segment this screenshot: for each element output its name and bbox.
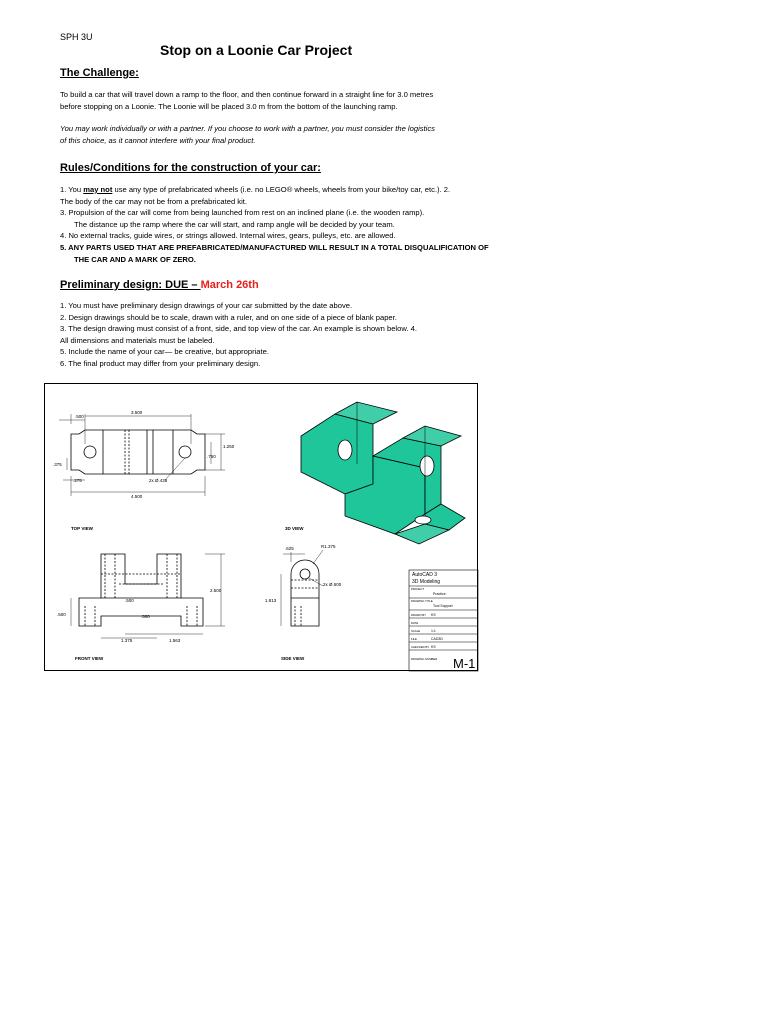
title-block-row-6-label: FILE xyxy=(411,637,417,641)
dim-front-500a: .500 xyxy=(125,598,134,603)
title-block-line-1: AutoCAD 3 xyxy=(412,572,438,578)
partner-note xyxy=(60,123,490,146)
prelim-item-2: 2. Design drawings should be to scale, drawn with a ruler, and on one side of a piece of blank paper. xyxy=(60,312,397,322)
three-d-view xyxy=(301,402,465,544)
top-view xyxy=(59,414,225,496)
dim-side-1813: 1.813 xyxy=(265,598,277,603)
title-block-row-5-label: SCALE xyxy=(411,629,421,633)
title-block-row-7-value: KS xyxy=(431,645,436,649)
dim-front-500b: .500 xyxy=(141,614,150,619)
dim-front-1375: 1.375 xyxy=(121,638,133,643)
prelim-item-3: 3. The design drawing must consist of a front, side, and top view of the car. An example is shown below. 4. xyxy=(60,324,417,334)
rule-1-start: 1. You xyxy=(60,185,84,194)
title-block-row-3-value: KS xyxy=(431,613,436,617)
rule-2: The body of the car may not be from a prefabricated kit. xyxy=(60,196,247,206)
dim-top-375: .375 xyxy=(53,462,62,467)
prelim-item-6: 6. The final product may differ from your preliminary design. xyxy=(60,358,261,368)
challenge-line-1: To build a car that will travel down a ramp to the floor, and then continue forward in a straight line for 3.0 metres xyxy=(60,90,434,99)
dim-front-500c: .500 xyxy=(57,612,66,617)
drawing-svg xyxy=(45,384,479,672)
rule-3-detail: The distance up the ramp where the car will start, and ramp angle will be decided by your team. xyxy=(74,219,395,229)
title-block-row-5-value: 1:1 xyxy=(431,629,436,633)
part-face xyxy=(301,414,373,494)
title-block-row-1-value: Practice xyxy=(433,592,446,596)
prelim-item-5: 5. Include the name of your car— be creative, but appropriate. xyxy=(60,347,269,357)
page-title: Stop on a Loonie Car Project xyxy=(160,42,353,58)
rules-list xyxy=(60,184,490,265)
title-block-row-3-label: DRAWN BY xyxy=(411,613,426,617)
title-block-row-7-label: CHECKED BY xyxy=(411,645,430,649)
dim-top-4500: 4.500 xyxy=(131,494,143,499)
challenge-heading: The Challenge: xyxy=(60,67,139,79)
dim-top-holes: 2x Ø.438 xyxy=(149,478,168,483)
dim-side-625: .625 xyxy=(285,546,294,551)
due-date: March 26th xyxy=(200,279,259,291)
course-code: SPH 3U xyxy=(60,32,93,42)
rule-1-end: use any type of prefabricated wheels (i.e. no LEGO® wheels, wheels from your bike/toy car, etc.). 2. xyxy=(112,185,451,194)
rules-heading: Rules/Conditions for the construction of your car: xyxy=(60,162,321,174)
rule-3: 3. Propulsion of the car will come from being launched from rest on an inclined plane (i.e. the wooden ramp). xyxy=(60,208,425,218)
rule-5-detail: THE CAR AND A MARK OF ZERO. xyxy=(74,254,196,264)
challenge-text xyxy=(60,89,490,112)
rule-1-emphasis: may not xyxy=(83,185,113,194)
rule-5: 5. ANY PARTS USED THAT ARE PREFABRICATED/MANUFACTURED WILL RESULT IN A TOTAL DISQUALIFICATION OF xyxy=(60,242,489,252)
dim-top-275: .275 xyxy=(73,478,82,483)
title-block-sheet-label: DRAWING NUMBER xyxy=(411,657,438,661)
preliminary-heading-label: Preliminary design: DUE – xyxy=(60,279,201,291)
title-block-row-2-value: Tool Support xyxy=(433,604,453,608)
example-design-drawing xyxy=(44,383,478,671)
three-d-view-label: 3D VIEW xyxy=(285,526,304,531)
title-block-row-2-label: DRAWING TITLE xyxy=(411,599,433,603)
side-view-label: SIDE VIEW xyxy=(281,656,305,661)
partner-note-line-2: of this choice, as it cannot interfere with your final product. xyxy=(60,135,256,145)
prelim-item-4: All dimensions and materials must be labeled. xyxy=(60,335,215,345)
title-block-row-1-label: PROJECT xyxy=(411,587,425,591)
title-block-row-4-label: DATE xyxy=(411,621,419,625)
front-view xyxy=(71,554,225,638)
challenge-line-2: before stopping on a Loonie. The Loonie will be placed 3.0 m from the bottom of the launching ramp. xyxy=(60,101,398,111)
dim-front-2500: 2.500 xyxy=(210,588,222,593)
dim-top-3500: 3.500 xyxy=(131,410,143,415)
dim-front-1563: 1.563 xyxy=(169,638,181,643)
preliminary-list xyxy=(60,300,490,370)
title-block-row-6-value: CAD3D xyxy=(431,637,443,641)
rule-1 xyxy=(60,184,490,196)
front-view-label: FRONT VIEW xyxy=(75,656,104,661)
dim-top-1250: 1.250 xyxy=(223,444,235,449)
side-view xyxy=(281,550,323,626)
title-block-line-2: 3D Modeling xyxy=(412,579,441,585)
prelim-item-1: 1. You must have preliminary design drawings of your car submitted by the date above. xyxy=(60,301,353,310)
preliminary-heading xyxy=(60,279,259,291)
dim-side-r1375: R1.375 xyxy=(321,544,336,549)
rule-4: 4. No external tracks, guide wires, or strings allowed. Internal wires, gears, pulleys, etc. are allowed. xyxy=(60,231,396,241)
top-view-label: TOP VIEW xyxy=(71,526,93,531)
dim-top-500: .500 xyxy=(75,414,84,419)
partner-note-line-1: You may work individually or with a partner. If you choose to work with a partner, you must consider the logistics xyxy=(60,124,435,133)
dim-top-750: .750 xyxy=(207,454,216,459)
dim-side-holes: 2x Ø.500 xyxy=(323,582,342,587)
sheet-number: M-1 xyxy=(453,656,476,671)
